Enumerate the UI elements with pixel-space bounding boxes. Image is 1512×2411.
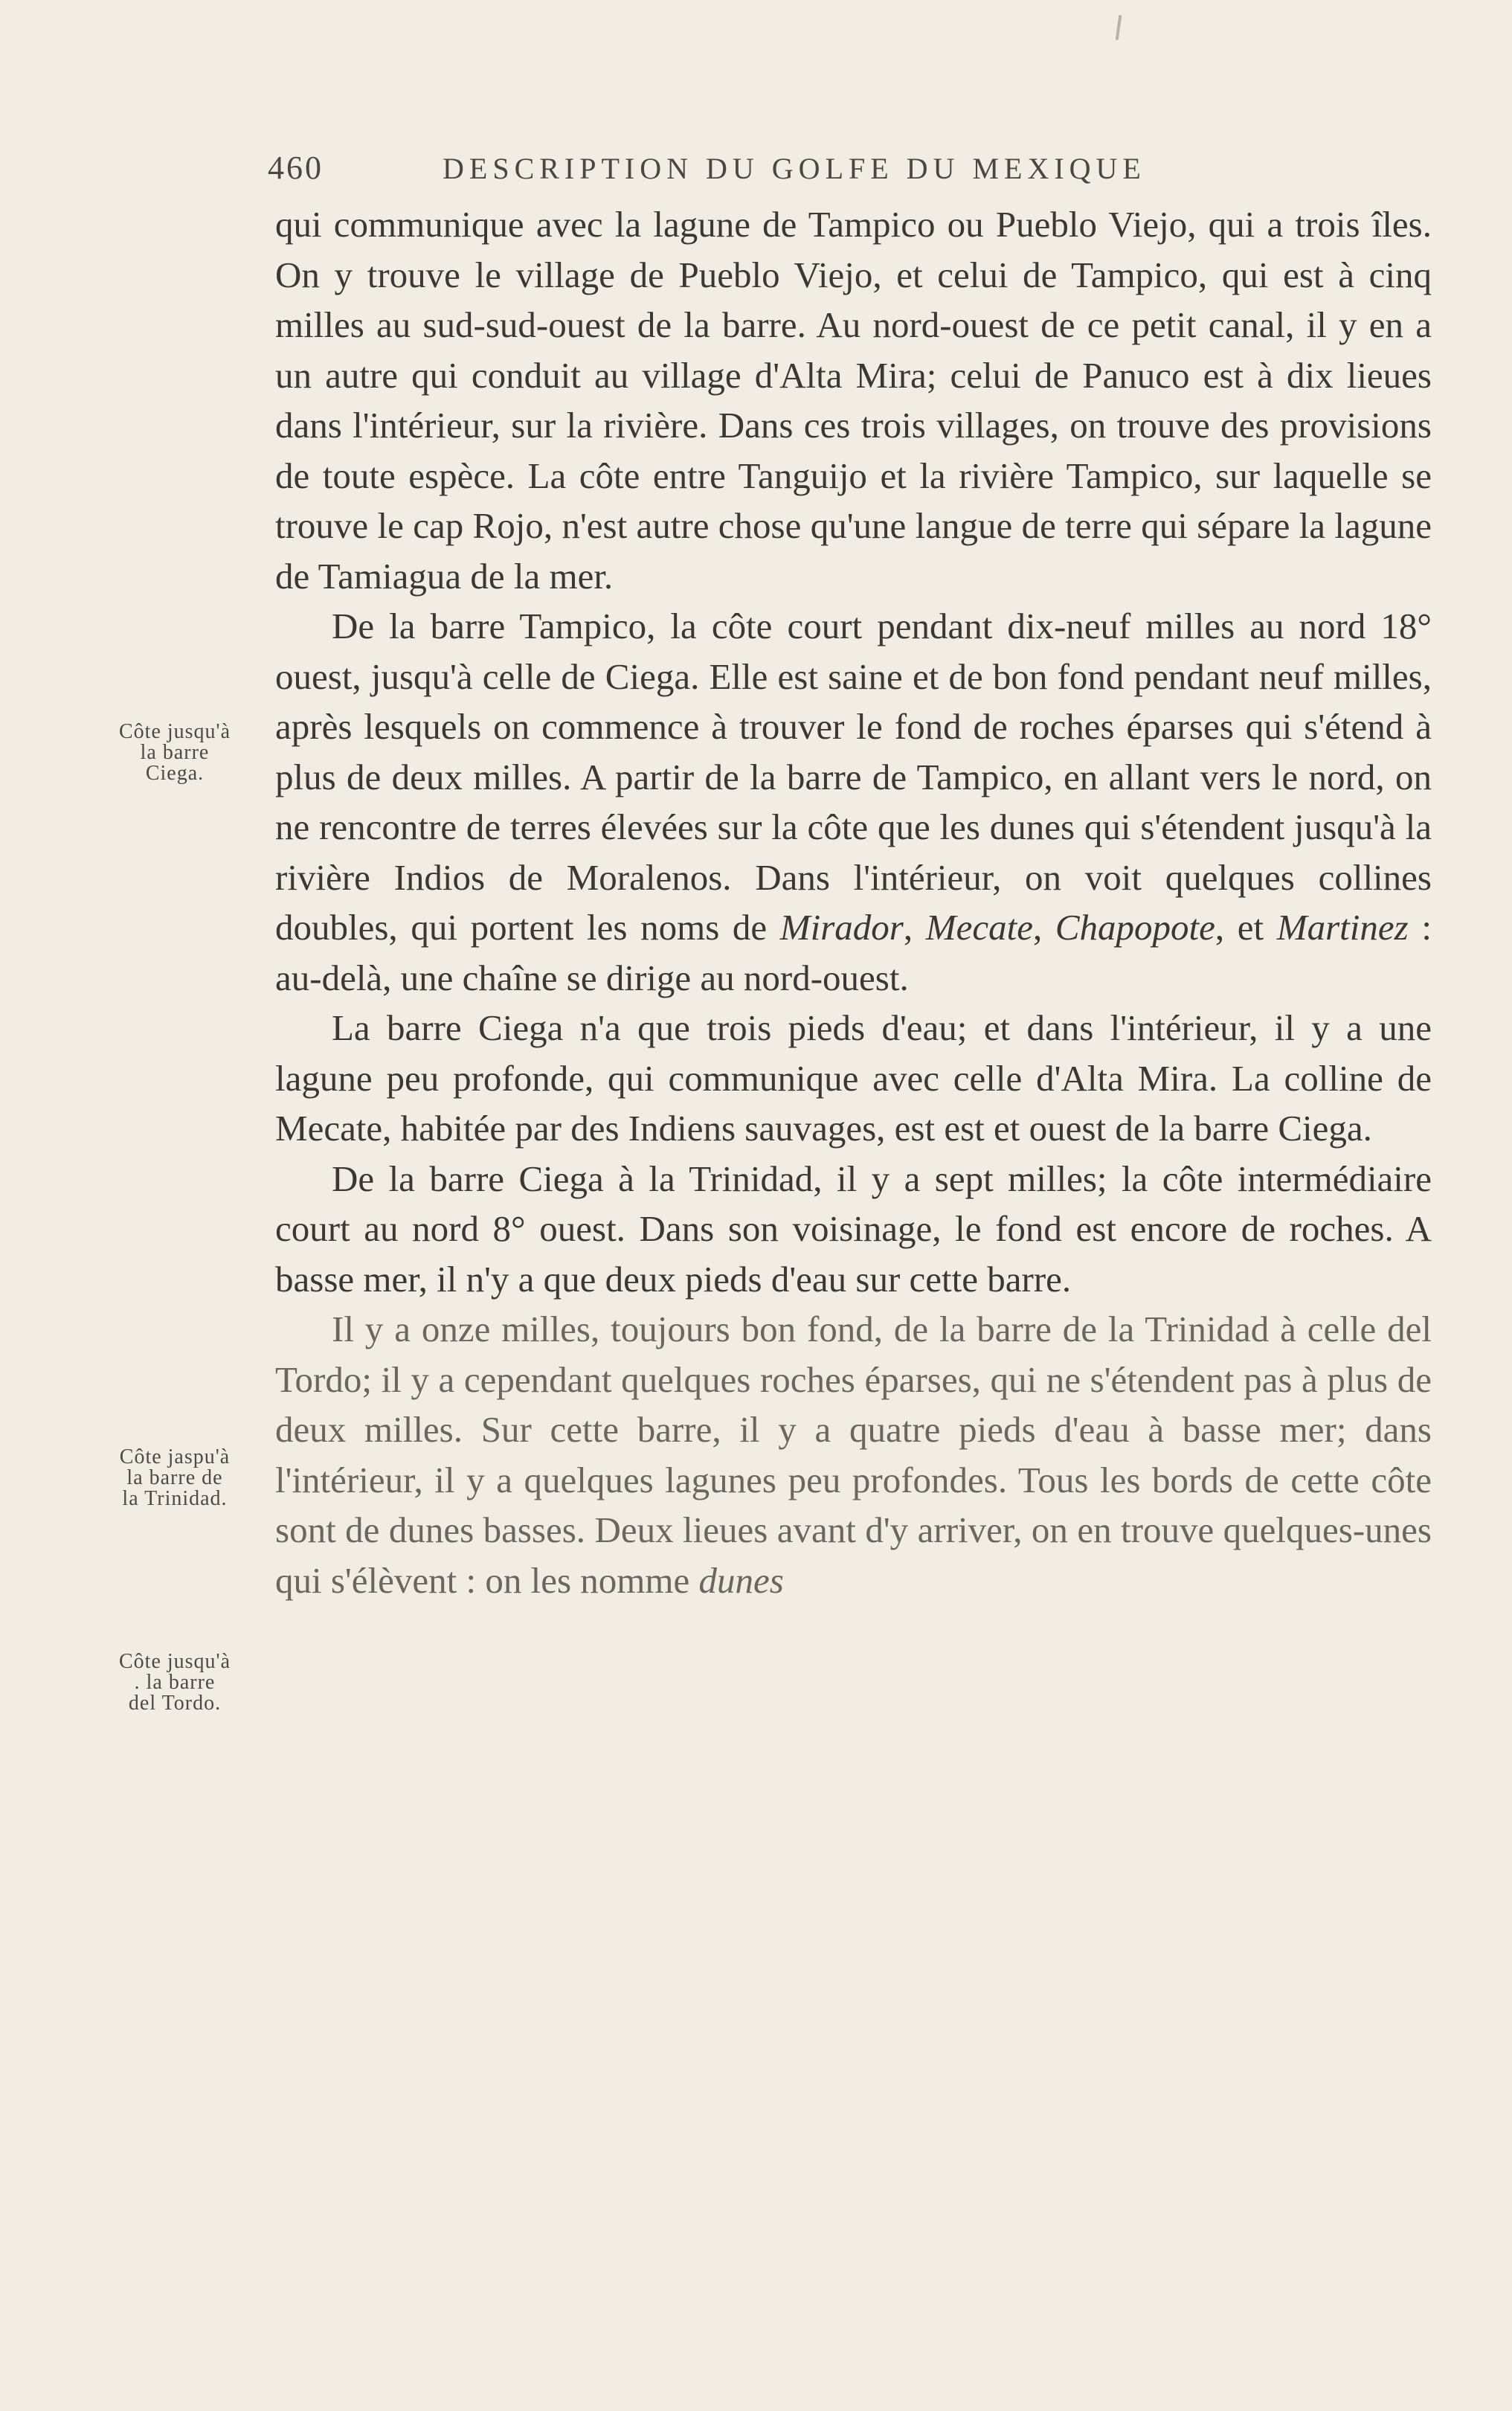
margin-note-line: la barre [140,741,210,764]
margin-note-line: del Tordo. [128,1692,222,1715]
separator: , et [1215,907,1277,948]
page-header [268,149,1249,201]
margin-note-line: Côte jusqu'à [118,1650,231,1673]
paragraph-text: : au-delà, une chaîne se dirige au nord-ouest. [275,907,1432,998]
margin-note-line: la barre de [126,1466,223,1489]
term-dunes: dunes [698,1559,784,1601]
paragraph-coast-to-tordo [275,1304,1432,1605]
place-name-martinez: Martinez [1276,907,1409,948]
separator: , [903,907,926,948]
margin-note-line: Ciega. [145,762,205,785]
running-head: DESCRIPTION DU GOLFE DU MEXIQUE [443,152,1146,185]
body-text [275,199,1432,1605]
paragraph-text: Il y a onze milles, toujours bon fond, de la barre de la Trinidad à celle del Tordo; il y a cependant quelques roches éparses, qui ne s'étendent pas à plus de deux milles. Sur cette barre, il y a quatre pieds d'eau à basse mer; dans l'intérieur, il y a quelques lagunes peu profondes. Tous les bords de cette côte sont de dunes basses. Deux lieues avant d'y arriver, on en trouve quelques-unes qui s'élèvent : on les nomme [275,1309,1432,1601]
margin-note-tordo [82,1651,268,1714]
paragraph-tampico-lagoon: qui communique avec la lagune de Tampico ou Pueblo Viejo, qui a trois îles. On y trouve le village de Pueblo Viejo, et celui de Tampico, qui est à cinq milles au sud-sud-ouest de la barre. Au nord-ouest de ce petit canal, il y en a un autre qui conduit au village d'Alta Mira; celui de Panuco est à dix lieues dans l'intérieur, sur la rivière. Dans ces trois villages, on trouve des provisions de toute espèce. La côte entre Tanguijo et la rivière Tampico, sur laquelle se trouve le cap Rojo, n'est autre chose qu'une langue de terre qui sépare la lagune de Tamiagua de la mer. [275,204,1432,597]
paragraph-coast-to-trinidad: De la barre Ciega à la Trinidad, il y a sept milles; la côte intermédiaire court au nord 8° ouest. Dans son voisinage, le fond est encore de roches. A basse mer, il n'y a que deux pieds d'eau sur cette barre. [275,1158,1432,1300]
page-number: 460 [268,150,324,186]
margin-note-line: la Trinidad. [122,1487,228,1510]
margin-note-line: Côte jaspu'à [119,1445,231,1468]
place-name-chapopote: Chapopote [1055,907,1215,948]
place-name-mecate: Mecate [925,907,1033,948]
margin-note-trinidad [82,1447,268,1509]
margin-note-ciega [82,722,268,784]
separator: , [1032,907,1055,948]
margin-note-line: Côte jusqu'à [118,720,231,743]
paragraph-coast-to-ciega [275,601,1432,1003]
paper-mark [1116,15,1122,40]
place-name-mirador: Mirador [779,907,904,948]
paragraph-text: De la barre Tampico, la côte court pendant dix-neuf milles au nord 18° ouest, jusqu'à celle de Ciega. Elle est saine et de bon fond pendant neuf milles, après lesquels on commence à trouver le fond de roches éparses qui s'étend à plus de deux milles. A partir de la barre de Tampico, en allant vers le nord, on ne rencontre de terres élevées sur la côte que les dunes qui s'étendent jusqu'à la rivière Indios de Moralenos. Dans l'intérieur, on voit quelques collines doubles, qui portent les noms de [275,606,1432,948]
paragraph-barre-ciega: La barre Ciega n'a que trois pieds d'eau; et dans l'intérieur, il y a une lagune peu profonde, qui communique avec celle d'Alta Mira. La colline de Mecate, habitée par des Indiens sauvages, est est et ouest de la barre Ciega. [275,1007,1432,1149]
margin-note-line: . la barre [134,1671,216,1694]
